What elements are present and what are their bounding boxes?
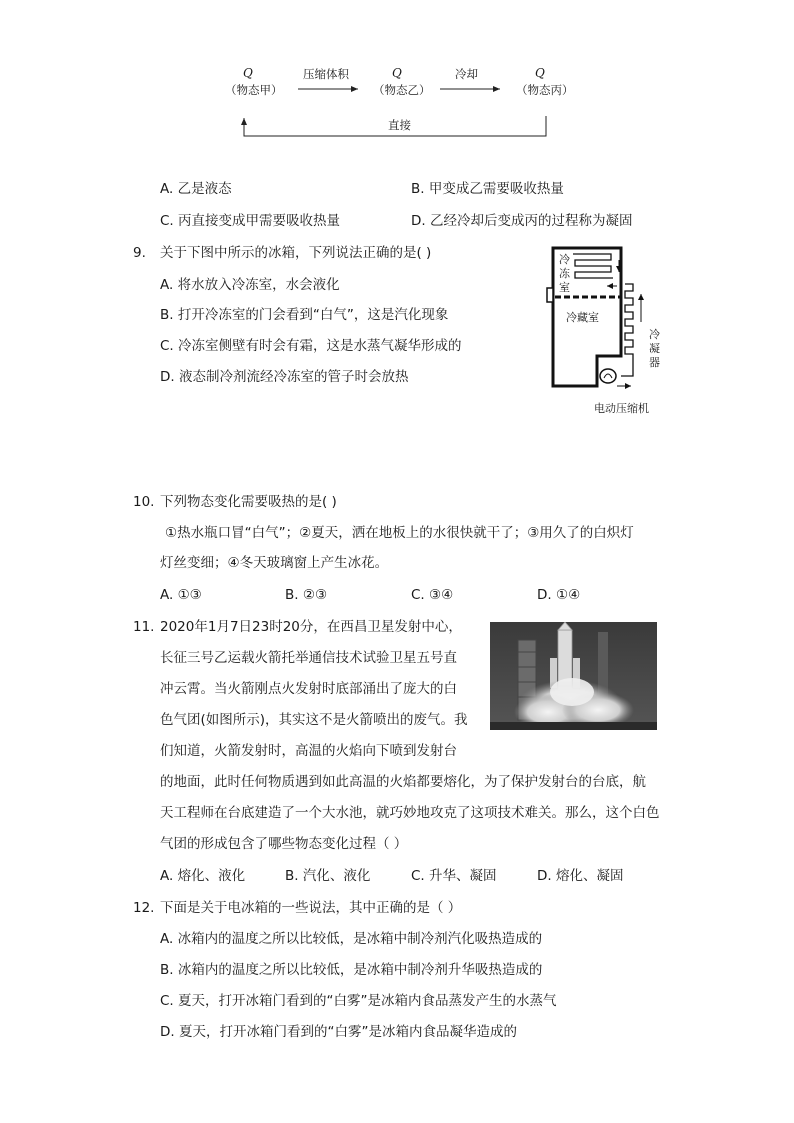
- state-jia-label: （物态甲）: [225, 83, 283, 97]
- q11-line-4: 色气团(如图所示)，其实这不是火箭喷出的废气。我: [160, 712, 468, 728]
- q12-option-c: C. 夏天，打开冰箱门看到的“白雾”是冰箱内食品蒸发产生的水蒸气: [160, 993, 557, 1009]
- rocket-launch-photo: [490, 622, 657, 730]
- q8-option-c: C. 丙直接变成甲需要吸收热量: [160, 213, 341, 229]
- freezer-label-1: 冷: [559, 253, 570, 266]
- arrow-direct-label: 直接: [388, 118, 411, 132]
- q11-line-7: 天工程师在台底建造了一个大水池，就巧妙地攻克了这项技术难关。那么，这个白色: [160, 805, 660, 821]
- q11-line-3: 冲云霄。当火箭刚点火发射时底部涌出了庞大的白: [160, 681, 457, 697]
- q-symbol-3: Q: [535, 66, 545, 80]
- q10-body-line1: ①热水瓶口冒“白气”；②夏天，洒在地板上的水很快就干了；③用久了的白炽灯: [165, 525, 634, 541]
- q12-number: 12.: [133, 900, 155, 916]
- q12-stem: 下面是关于电冰箱的一些说法，其中正确的是（ ）: [160, 900, 462, 916]
- q11-line-5: 们知道，火箭发射时，高温的火焰向下喷到发射台: [160, 743, 457, 759]
- state-bing-label: （物态丙）: [516, 83, 574, 97]
- q10-body-line2: 灯丝变细；④冬天玻璃窗上产生冰花。: [160, 555, 389, 571]
- q10-option-c: C. ③④: [411, 587, 454, 603]
- q11-line-8: 气团的形成包含了哪些物态变化过程（ ）: [160, 836, 408, 852]
- q11-option-c: C. 升华、凝固: [411, 868, 497, 884]
- condenser-label-1: 冷: [649, 328, 660, 341]
- q9-option-c: C. 冷冻室侧壁有时会有霜，这是水蒸气凝华形成的: [160, 338, 462, 354]
- freezer-label-3: 室: [559, 281, 570, 294]
- arrow-cool-label: 冷却: [455, 67, 478, 81]
- fridge-handle: [547, 288, 553, 302]
- q9-option-d: D. 液态制冷剂流经冷冻室的管子时会放热: [160, 369, 409, 385]
- fridge-room-label: 冷藏室: [566, 311, 599, 324]
- q-symbol-2: Q: [392, 66, 402, 80]
- arrow-direct: [244, 116, 546, 136]
- q11-line-2: 长征三号乙运载火箭托举通信技术试验卫星五号直: [160, 650, 457, 666]
- q8-option-a: A. 乙是液态: [160, 181, 232, 197]
- q8-option-d: D. 乙经冷却后变成丙的过程称为凝固: [411, 213, 633, 229]
- condenser-label-3: 器: [649, 356, 660, 369]
- condenser-label-2: 凝: [649, 342, 660, 355]
- q9-stem: 关于下图中所示的冰箱，下列说法正确的是( ): [160, 245, 432, 261]
- freezer-label-2: 冻: [559, 267, 570, 280]
- q9-option-a: A. 将水放入冷冻室，水会液化: [160, 277, 340, 293]
- q11-option-d: D. 熔化、凝固: [537, 868, 624, 884]
- q12-option-d: D. 夏天，打开冰箱门看到的“白雾”是冰箱内食品凝华造成的: [160, 1024, 517, 1040]
- q11-option-b: B. 汽化、液化: [285, 868, 371, 884]
- q12-option-a: A. 冰箱内的温度之所以比较低，是冰箱中制冷剂汽化吸热造成的: [160, 931, 543, 947]
- q-symbol-1: Q: [243, 66, 253, 80]
- q11-option-a: A. 熔化、液化: [160, 868, 246, 884]
- condenser-coil: [621, 284, 633, 376]
- arrow-compress-label: 压缩体积: [303, 67, 349, 81]
- q9-number: 9.: [133, 245, 146, 261]
- q11-line-1: 2020年1月7日23时20分，在西昌卫星发射中心，: [160, 619, 462, 635]
- compressor: [600, 369, 616, 383]
- q11-line-6: 的地面，此时任何物质遇到如此高温的火焰都要熔化，为了保护发射台的台底，航: [160, 774, 646, 790]
- freezer-coil: [573, 254, 613, 278]
- q12-option-b: B. 冰箱内的温度之所以比较低，是冰箱中制冷剂升华吸热造成的: [160, 962, 543, 978]
- q10-number: 10.: [133, 494, 155, 510]
- q10-option-d: D. ①④: [537, 587, 581, 603]
- q11-number: 11.: [133, 619, 155, 635]
- q10-stem: 下列物态变化需要吸热的是( ): [160, 494, 337, 510]
- q10-option-b: B. ②③: [285, 587, 328, 603]
- compressor-label: 电动压缩机: [594, 402, 649, 415]
- state-arrows: [230, 78, 560, 140]
- state-yi-label: （物态乙）: [373, 83, 431, 97]
- q9-option-b: B. 打开冷冻室的门会看到“白气”，这是汽化现象: [160, 307, 449, 323]
- q10-option-a: A. ①③: [160, 587, 202, 603]
- q8-option-b: B. 甲变成乙需要吸收热量: [411, 181, 564, 197]
